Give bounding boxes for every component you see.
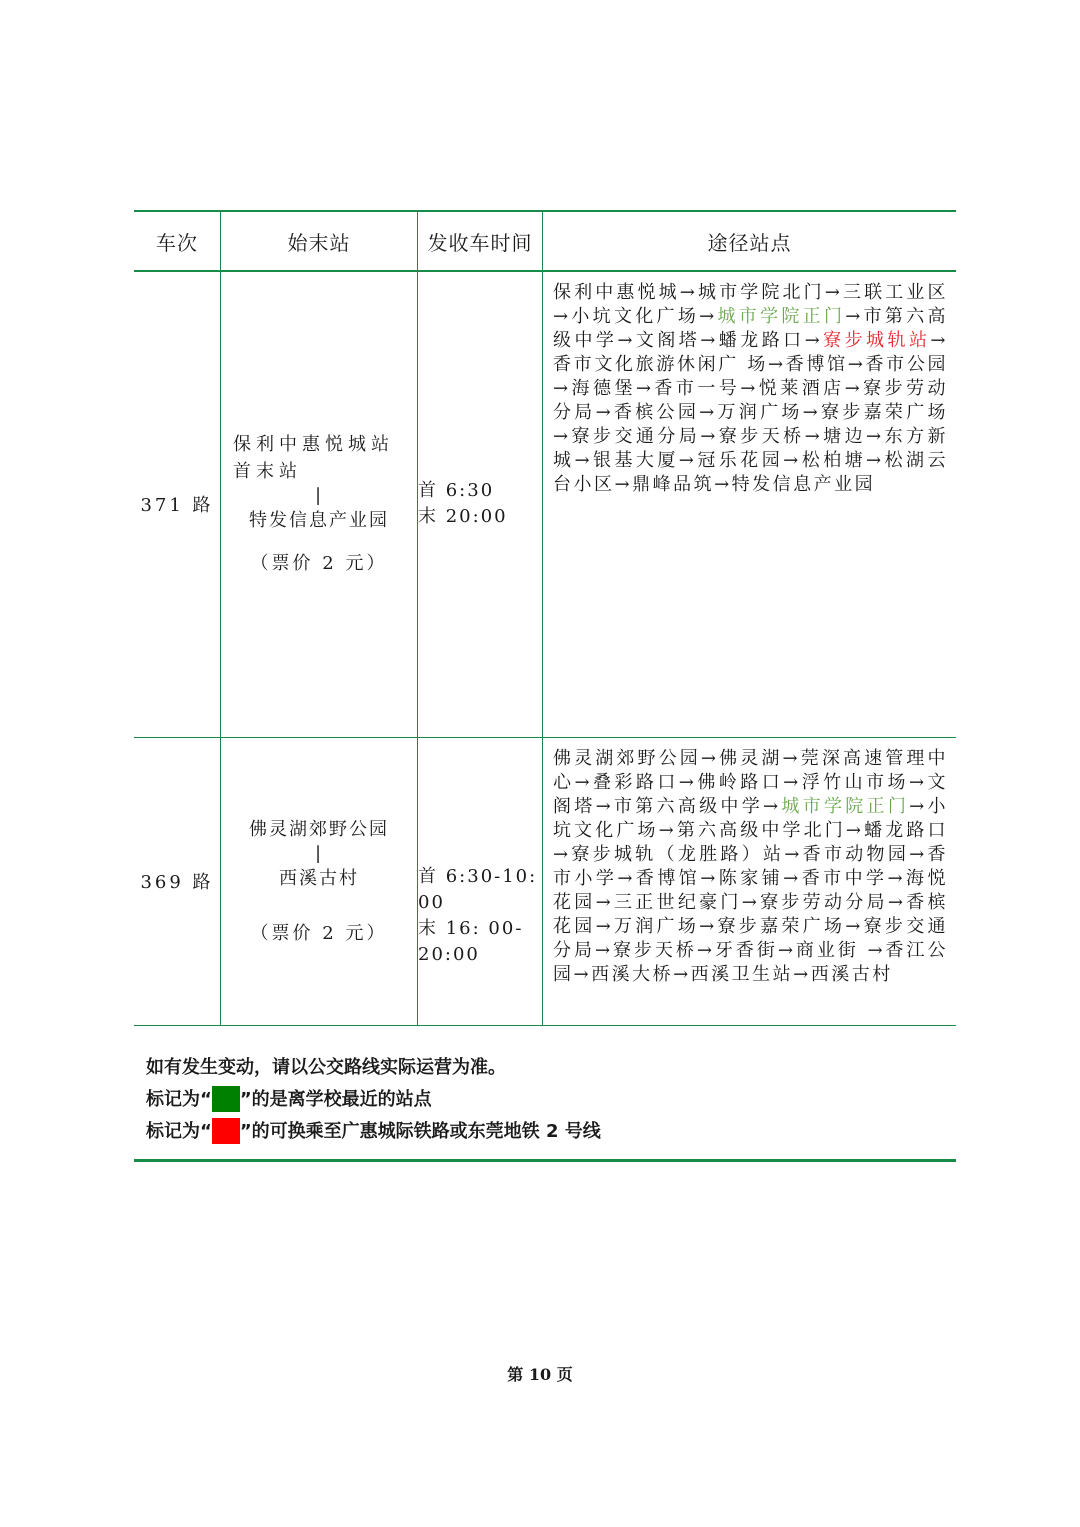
stop-segment: 保利中惠悦城→城市学院北门→三联工业区→小坑文化广场→ — [553, 282, 948, 327]
note-red-legend: 标记为“ ”的可换乘至广惠城际铁路或东莞地铁 2 号线 — [146, 1116, 601, 1148]
terminal-cell — [221, 271, 418, 737]
terminal-start: 佛灵湖郊野公园 — [249, 818, 389, 840]
header-route: 车次 — [134, 211, 221, 271]
last-bus-time: 末 16: 00-20:00 — [418, 918, 524, 965]
first-bus-time: 首 6:30-10: 00 — [418, 866, 538, 913]
terminal-end: 西溪古村 — [279, 867, 359, 889]
stop-segment: 佛灵湖郊野公园→佛灵湖→莞深高速管理中心→叠彩路口→佛岭路口→浮竹山市场→文阁塔→市第六高级中学→ — [553, 747, 948, 817]
terminal-start: 保利中惠悦城站首末站 — [233, 434, 394, 483]
terminal-separator: | — [314, 485, 324, 507]
route-number: 369 路 — [134, 737, 221, 1025]
note-change: 如有发生变动，请以公交路线实际运营为准。 — [146, 1057, 506, 1078]
first-bus-time: 首 6:30 — [418, 480, 495, 502]
stop-transfer: 寮步城轨站 — [822, 330, 931, 351]
table-row — [134, 271, 956, 737]
time-cell — [418, 737, 543, 1025]
header-row — [134, 211, 956, 271]
terminal-cell — [221, 737, 418, 1025]
stop-segment: →小坑文化广场→第六高级中学北门→蟠龙路口→寮步城轨（龙胜路）站→香市动物园→香市小学→香博馆→陈家铺→香市中学→海悦花园→三正世纪豪门→寮步劳动分局→香槟花园→万润广场→寮步嘉荣广场→寮步交通分局→寮步天桥→牙香街→商业街 →香江公园→西溪大桥→西溪卫生站→西溪古村 — [553, 795, 948, 985]
header-terminals: 始末站 — [221, 211, 418, 271]
time-cell — [418, 271, 543, 737]
stop-nearest-school: 城市学院正门 — [780, 795, 910, 817]
route-number: 371 路 — [134, 271, 221, 737]
green-swatch — [212, 1086, 240, 1112]
page-number: 第 10 页 — [507, 1365, 573, 1384]
bottom-divider — [134, 1159, 956, 1162]
note-green-legend: 标记为“ ”的是离学校最近的站点 — [146, 1084, 601, 1116]
stop-segment: →香市文化旅游休闲广 场→香博馆→香市公园→海德堡→香市一号→悦莱酒店→寮步劳动分局→香槟公园→万润广场→寮步嘉荣广场→寮步交通分局→寮步天桥→塘边→东方新城→银基大厦→冠乐花园→松柏塘→松湖云台小区→鼎峰品筑→特发信息产业园 — [553, 330, 948, 495]
ticket-price: （票价 2 元） — [250, 922, 388, 944]
table-row — [134, 737, 956, 1025]
last-bus-time: 末 20:00 — [418, 506, 508, 528]
notes-block — [146, 1052, 601, 1148]
red-swatch — [212, 1118, 240, 1144]
ticket-price: （票价 2 元） — [250, 553, 388, 575]
header-stops: 途径站点 — [543, 211, 957, 271]
header-times: 发收车时间 — [418, 211, 543, 271]
terminal-separator: | — [314, 842, 324, 864]
terminal-end: 特发信息产业园 — [249, 510, 389, 532]
stop-nearest-school: 城市学院正门 — [716, 306, 846, 327]
stops-cell — [543, 737, 957, 1025]
bus-route-table — [134, 210, 956, 1026]
stop-segment: →市第六高级中学→文阁塔→蟠龙路口→ — [553, 306, 948, 351]
stops-cell — [543, 271, 957, 737]
